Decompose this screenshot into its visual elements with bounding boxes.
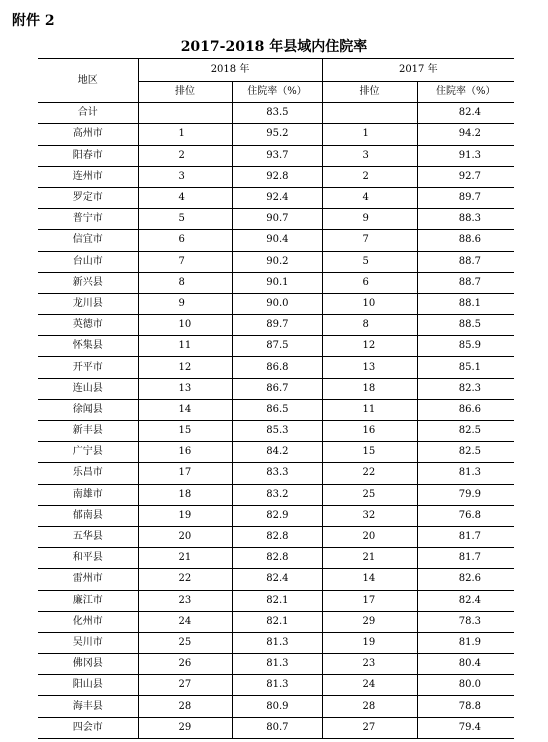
header-rate-2017: 住院率（%） (417, 82, 514, 103)
rate-2017-cell: 88.3 (417, 209, 514, 230)
rank-2018-cell: 1 (138, 124, 232, 145)
rank-2017-cell: 19 (322, 632, 417, 653)
header-rate-2018: 住院率（%） (232, 82, 322, 103)
rate-2018-cell: 84.2 (232, 442, 322, 463)
table-row (38, 166, 514, 187)
rank-2017-cell: 10 (322, 293, 417, 314)
area-cell: 廉江市 (38, 590, 138, 611)
table-row (38, 421, 514, 442)
rate-2018-cell: 82.8 (232, 526, 322, 547)
rank-2018-cell: 17 (138, 463, 232, 484)
header-year-2017: 2017 年 (322, 59, 514, 82)
rate-2017-cell: 78.3 (417, 611, 514, 632)
rank-2018-cell: 9 (138, 293, 232, 314)
table-row (38, 293, 514, 314)
area-cell: 佛冈县 (38, 654, 138, 675)
rank-2017-cell: 2 (322, 166, 417, 187)
header-rank-2018: 排位 (138, 82, 232, 103)
rank-2018-cell: 4 (138, 187, 232, 208)
rate-2017-cell: 82.5 (417, 442, 514, 463)
rank-2018-cell: 22 (138, 569, 232, 590)
table-row (38, 569, 514, 590)
rate-2017-cell: 91.3 (417, 145, 514, 166)
area-cell: 高州市 (38, 124, 138, 145)
rank-2018-cell: 13 (138, 378, 232, 399)
table-row (38, 590, 514, 611)
area-cell: 龙川县 (38, 293, 138, 314)
table-row (38, 230, 514, 251)
rate-2018-cell: 86.8 (232, 357, 322, 378)
rate-2018-cell: 82.1 (232, 590, 322, 611)
rate-2017-cell: 82.6 (417, 569, 514, 590)
table-row (38, 315, 514, 336)
rate-2018-cell: 92.4 (232, 187, 322, 208)
rank-2018-cell: 23 (138, 590, 232, 611)
rate-2017-cell: 88.5 (417, 315, 514, 336)
area-cell: 怀集县 (38, 336, 138, 357)
rank-2017-cell: 6 (322, 272, 417, 293)
area-cell: 普宁市 (38, 209, 138, 230)
rank-2017-cell: 27 (322, 717, 417, 738)
rank-2017-cell: 22 (322, 463, 417, 484)
area-cell: 新丰县 (38, 421, 138, 442)
table-row (38, 548, 514, 569)
rate-2018-cell: 80.7 (232, 717, 322, 738)
area-cell: 五华县 (38, 526, 138, 547)
rate-2017-cell: 82.5 (417, 421, 514, 442)
rank-2017-cell: 8 (322, 315, 417, 336)
rate-2017-cell: 85.9 (417, 336, 514, 357)
rate-2018-cell: 86.7 (232, 378, 322, 399)
rank-2017-cell: 18 (322, 378, 417, 399)
rate-2018-cell: 95.2 (232, 124, 322, 145)
rate-2017-cell: 81.7 (417, 526, 514, 547)
table-row (38, 272, 514, 293)
rate-2018-cell: 80.9 (232, 696, 322, 717)
rank-2017-cell: 11 (322, 399, 417, 420)
rate-2017-cell: 94.2 (417, 124, 514, 145)
rate-2018-cell: 90.0 (232, 293, 322, 314)
area-cell: 阳春市 (38, 145, 138, 166)
rank-2017-cell: 28 (322, 696, 417, 717)
area-cell: 广宁县 (38, 442, 138, 463)
rank-2018-cell: 5 (138, 209, 232, 230)
rate-2018-cell: 89.7 (232, 315, 322, 336)
area-cell: 新兴县 (38, 272, 138, 293)
rank-2017-cell: 4 (322, 187, 417, 208)
rate-2017-cell: 88.1 (417, 293, 514, 314)
rate-2018-cell: 86.5 (232, 399, 322, 420)
rank-2017-cell: 7 (322, 230, 417, 251)
table-row (38, 442, 514, 463)
rank-2018-cell: 10 (138, 315, 232, 336)
header-year-2018: 2018 年 (138, 59, 322, 82)
rate-2018-cell: 82.4 (232, 569, 322, 590)
table-row (38, 526, 514, 547)
rank-2017-cell: 32 (322, 505, 417, 526)
table-row (38, 103, 514, 124)
rank-2018-cell: 12 (138, 357, 232, 378)
rate-2018-cell: 83.3 (232, 463, 322, 484)
rank-2018-cell: 27 (138, 675, 232, 696)
rate-2017-cell: 92.7 (417, 166, 514, 187)
area-cell: 罗定市 (38, 187, 138, 208)
rank-2017-cell: 20 (322, 526, 417, 547)
rate-2017-cell: 88.7 (417, 251, 514, 272)
rate-2018-cell: 90.7 (232, 209, 322, 230)
area-cell: 乐昌市 (38, 463, 138, 484)
area-cell: 合计 (38, 103, 138, 124)
rank-2018-cell: 11 (138, 336, 232, 357)
area-cell: 四会市 (38, 717, 138, 738)
rank-2018-cell: 6 (138, 230, 232, 251)
rank-2017-cell: 29 (322, 611, 417, 632)
rate-2018-cell: 82.8 (232, 548, 322, 569)
rate-2018-cell: 90.4 (232, 230, 322, 251)
rank-2018-cell: 7 (138, 251, 232, 272)
rate-2018-cell: 82.9 (232, 505, 322, 526)
rank-2018-cell: 18 (138, 484, 232, 505)
rate-2018-cell: 93.7 (232, 145, 322, 166)
area-cell: 郁南县 (38, 505, 138, 526)
table-row (38, 187, 514, 208)
rate-2017-cell: 76.8 (417, 505, 514, 526)
hospitalization-rate-table (38, 58, 514, 739)
rank-2017-cell: 15 (322, 442, 417, 463)
table-row (38, 357, 514, 378)
table-row (38, 336, 514, 357)
area-cell: 连州市 (38, 166, 138, 187)
area-cell: 连山县 (38, 378, 138, 399)
rate-2017-cell: 82.3 (417, 378, 514, 399)
area-cell: 和平县 (38, 548, 138, 569)
rate-2017-cell: 79.4 (417, 717, 514, 738)
area-cell: 英德市 (38, 315, 138, 336)
table-row (38, 632, 514, 653)
rate-2018-cell: 81.3 (232, 654, 322, 675)
table-title: 2017-2018 年县域内住院率 (180, 39, 368, 55)
table-row (38, 463, 514, 484)
rank-2017-cell: 12 (322, 336, 417, 357)
rate-2017-cell: 80.4 (417, 654, 514, 675)
header-region: 地区 (38, 59, 138, 103)
rank-2018-cell: 21 (138, 548, 232, 569)
table-row (38, 209, 514, 230)
table-row (38, 696, 514, 717)
rank-2017-cell: 16 (322, 421, 417, 442)
rate-2018-cell: 83.2 (232, 484, 322, 505)
rank-2018-cell: 3 (138, 166, 232, 187)
rate-2018-cell: 90.2 (232, 251, 322, 272)
rate-2017-cell: 82.4 (417, 590, 514, 611)
rate-2018-cell: 81.3 (232, 675, 322, 696)
rate-2017-cell: 88.6 (417, 230, 514, 251)
rank-2017-cell (322, 103, 417, 124)
rank-2017-cell: 25 (322, 484, 417, 505)
table-row (38, 675, 514, 696)
header-rank-2017: 排位 (322, 82, 417, 103)
rate-2018-cell: 82.1 (232, 611, 322, 632)
rank-2017-cell: 17 (322, 590, 417, 611)
rank-2017-cell: 5 (322, 251, 417, 272)
rank-2018-cell: 24 (138, 611, 232, 632)
rate-2017-cell: 86.6 (417, 399, 514, 420)
rank-2017-cell: 3 (322, 145, 417, 166)
table-row (38, 484, 514, 505)
rate-2017-cell: 79.9 (417, 484, 514, 505)
rate-2017-cell: 89.7 (417, 187, 514, 208)
attachment-label: 附件 2 (12, 13, 55, 29)
rate-2018-cell: 83.5 (232, 103, 322, 124)
table-row (38, 124, 514, 145)
area-cell: 徐闻县 (38, 399, 138, 420)
table-row (38, 145, 514, 166)
rate-2018-cell: 92.8 (232, 166, 322, 187)
rank-2018-cell: 2 (138, 145, 232, 166)
rate-2017-cell: 88.7 (417, 272, 514, 293)
rank-2017-cell: 21 (322, 548, 417, 569)
area-cell: 南雄市 (38, 484, 138, 505)
table-row (38, 611, 514, 632)
area-cell: 吴川市 (38, 632, 138, 653)
rank-2018-cell: 29 (138, 717, 232, 738)
rate-2017-cell: 85.1 (417, 357, 514, 378)
area-cell: 海丰县 (38, 696, 138, 717)
table-row (38, 654, 514, 675)
area-cell: 信宜市 (38, 230, 138, 251)
rate-2018-cell: 90.1 (232, 272, 322, 293)
area-cell: 化州市 (38, 611, 138, 632)
table-row (38, 399, 514, 420)
rank-2017-cell: 24 (322, 675, 417, 696)
rank-2018-cell: 15 (138, 421, 232, 442)
rank-2017-cell: 13 (322, 357, 417, 378)
rate-2017-cell: 80.0 (417, 675, 514, 696)
rank-2017-cell: 1 (322, 124, 417, 145)
rank-2018-cell: 16 (138, 442, 232, 463)
rank-2018-cell (138, 103, 232, 124)
rank-2017-cell: 9 (322, 209, 417, 230)
rate-2017-cell: 81.7 (417, 548, 514, 569)
table-row (38, 505, 514, 526)
rank-2018-cell: 28 (138, 696, 232, 717)
area-cell: 雷州市 (38, 569, 138, 590)
rank-2017-cell: 14 (322, 569, 417, 590)
table-row (38, 378, 514, 399)
area-cell: 台山市 (38, 251, 138, 272)
rate-2018-cell: 85.3 (232, 421, 322, 442)
rate-2017-cell: 82.4 (417, 103, 514, 124)
rate-2017-cell: 81.3 (417, 463, 514, 484)
table-row (38, 717, 514, 738)
rank-2018-cell: 20 (138, 526, 232, 547)
rate-2018-cell: 87.5 (232, 336, 322, 357)
rate-2017-cell: 81.9 (417, 632, 514, 653)
rank-2018-cell: 19 (138, 505, 232, 526)
rank-2018-cell: 14 (138, 399, 232, 420)
area-cell: 开平市 (38, 357, 138, 378)
rank-2017-cell: 23 (322, 654, 417, 675)
rate-2017-cell: 78.8 (417, 696, 514, 717)
rate-2018-cell: 81.3 (232, 632, 322, 653)
rank-2018-cell: 26 (138, 654, 232, 675)
table-row (38, 251, 514, 272)
rank-2018-cell: 25 (138, 632, 232, 653)
rank-2018-cell: 8 (138, 272, 232, 293)
area-cell: 阳山县 (38, 675, 138, 696)
table-body (38, 103, 514, 739)
